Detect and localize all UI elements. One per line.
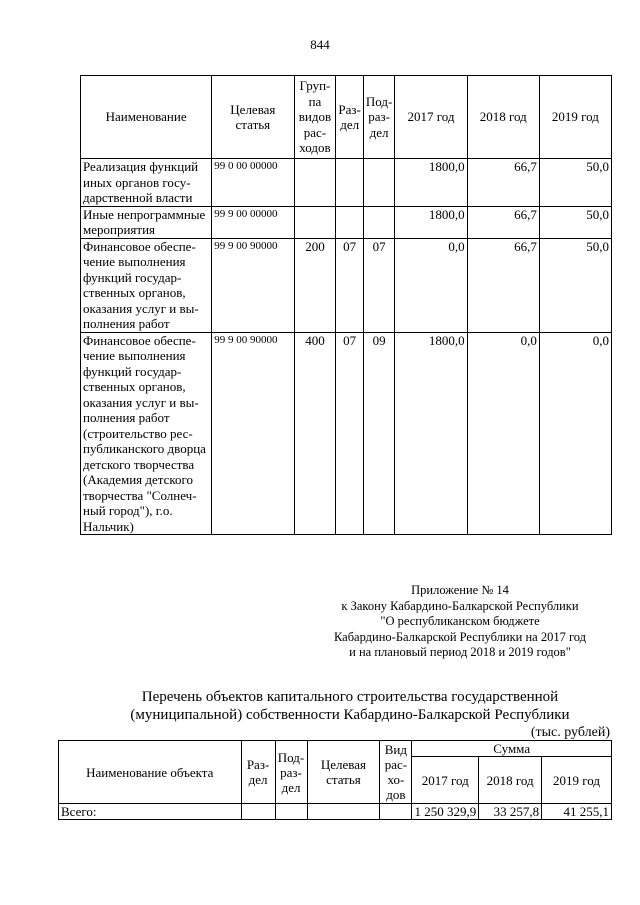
capital-objects-table <box>58 740 612 820</box>
row-group: 400 <box>294 332 336 535</box>
total-label: Всего: <box>59 804 242 820</box>
row-subsection: 09 <box>363 332 394 535</box>
page-number: 844 <box>310 37 330 52</box>
row-2018: 66,7 <box>467 159 539 207</box>
total-2017: 1 250 329,9 <box>412 804 479 820</box>
row-section <box>336 206 363 238</box>
appendix-law-title-2: Кабардино-Балкарской Республики на 2017 год <box>333 629 587 644</box>
row-target: 99 9 00 90000 <box>212 238 294 332</box>
row-target: 99 9 00 00000 <box>212 206 294 238</box>
row-2019: 50,0 <box>539 238 611 332</box>
row-2017: 0,0 <box>395 238 467 332</box>
header-2019: 2019 год <box>542 757 612 804</box>
header-section: Раз-дел <box>241 741 275 804</box>
row-2019: 50,0 <box>539 159 611 207</box>
row-section: 07 <box>336 238 363 332</box>
row-2019: 0,0 <box>539 332 611 535</box>
row-name: Иные непрограммные мероприятия <box>81 206 212 238</box>
row-name: Финансовое обеспе-чение выполнения функций государ-ственных органов, оказания услуг и вы-полнения работ (строительство рес-публиканского дворца детского творчества (Академия детского творчества "Солнеч-ный город"), г.о. Нальчик) <box>81 332 212 535</box>
row-target: 99 9 00 90000 <box>212 332 294 535</box>
table-header-row <box>59 741 612 757</box>
budget-table <box>80 75 612 535</box>
appendix-law: к Закону Кабардино-Балкарской Республики <box>341 598 579 613</box>
appendix-note <box>300 583 620 661</box>
header-subsection: Под-раз-дел <box>363 76 394 159</box>
header-kind: Вид рас-хо-дов <box>380 741 412 804</box>
table-row <box>81 238 612 332</box>
row-name: Финансовое обеспе-чение выполнения функций государ-ственных органов, оказания услуг и вы-полнения работ <box>81 238 212 332</box>
header-name: Наименование <box>81 76 212 159</box>
table-row <box>81 332 612 535</box>
appendix-law-title-3: и на плановый период 2018 и 2019 годов" <box>349 645 571 659</box>
header-target: Целевая статья <box>307 741 380 804</box>
row-group: 200 <box>294 238 336 332</box>
row-2017: 1800,0 <box>395 159 467 207</box>
header-subsection: Под-раз-дел <box>275 741 307 804</box>
row-2017: 1800,0 <box>395 332 467 535</box>
row-group <box>294 206 336 238</box>
total-target <box>307 804 380 820</box>
table-header-row <box>81 76 612 159</box>
row-2018: 0,0 <box>467 332 539 535</box>
total-section <box>241 804 275 820</box>
title-line-2: (муниципальной) собственности Кабардино-Балкарской Республики <box>130 707 570 723</box>
row-2018: 66,7 <box>467 238 539 332</box>
total-subsection <box>275 804 307 820</box>
header-section: Раз-дел <box>336 76 363 159</box>
document-title <box>100 688 600 724</box>
header-2017: 2017 год <box>395 76 467 159</box>
row-name: Реализация функций иных органов госу-дарственной власти <box>81 159 212 207</box>
total-2019: 41 255,1 <box>542 804 612 820</box>
header-group: Груп-па видов рас-ходов <box>294 76 336 159</box>
appendix-number: Приложение № 14 <box>411 583 509 597</box>
header-2018: 2018 год <box>479 757 542 804</box>
header-sum: Сумма <box>412 741 612 757</box>
row-subsection: 07 <box>363 238 394 332</box>
row-subsection <box>363 206 394 238</box>
row-2019: 50,0 <box>539 206 611 238</box>
row-section: 07 <box>336 332 363 535</box>
table-row <box>81 206 612 238</box>
header-object-name: Наименование объекта <box>59 741 242 804</box>
header-2018: 2018 год <box>467 76 539 159</box>
row-2017: 1800,0 <box>395 206 467 238</box>
units-label: (тыс. рублей) <box>530 725 610 740</box>
row-group <box>294 159 336 207</box>
total-2018: 33 257,8 <box>479 804 542 820</box>
row-target: 99 0 00 00000 <box>212 159 294 207</box>
title-line-1: Перечень объектов капитального строительства государственной <box>141 689 559 705</box>
header-target: Целевая статья <box>212 76 294 159</box>
row-subsection <box>363 159 394 207</box>
row-2018: 66,7 <box>467 206 539 238</box>
row-section <box>336 159 363 207</box>
table-row <box>59 804 612 820</box>
header-2017: 2017 год <box>412 757 479 804</box>
total-kind <box>380 804 412 820</box>
table-row <box>81 159 612 207</box>
appendix-law-title-1: "О республиканском бюджете <box>380 614 540 628</box>
header-2019: 2019 год <box>539 76 611 159</box>
